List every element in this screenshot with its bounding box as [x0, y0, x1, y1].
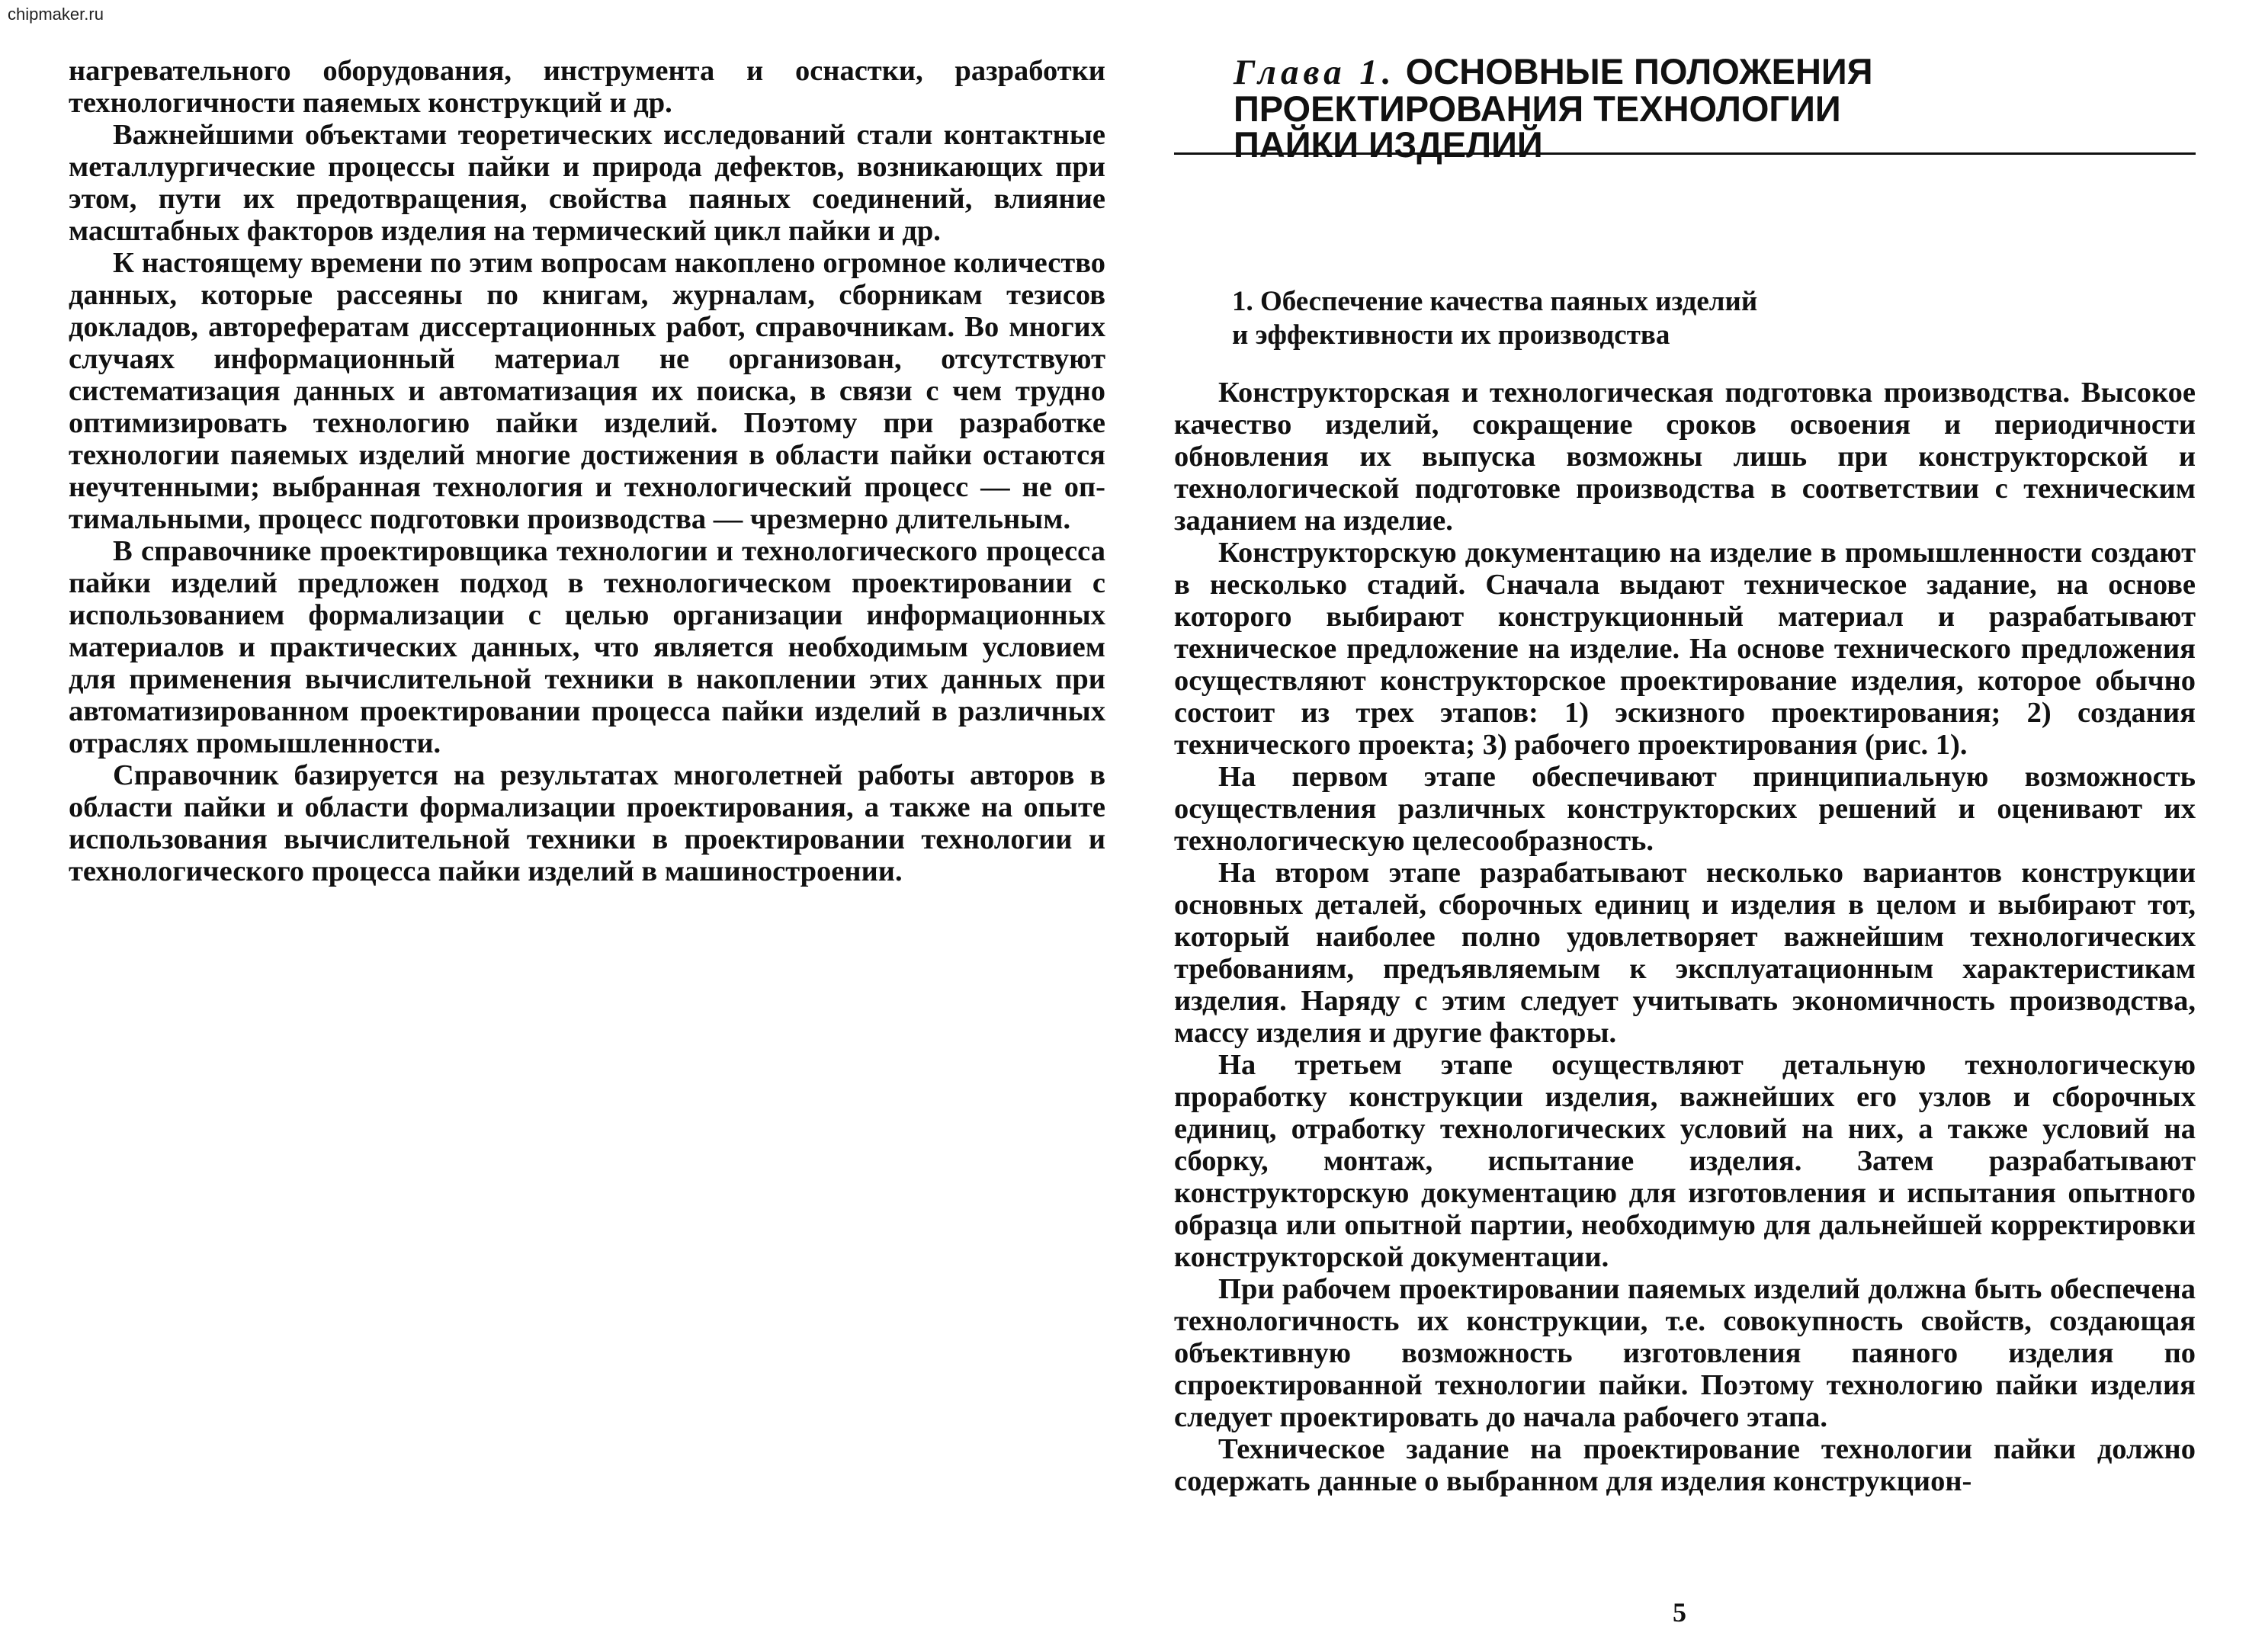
paragraph: На третьем этапе осуществляют детальную технологическую проработку конструкции изделия, важнейших его узлов и сборочных единиц, отработку технологических условий на них, а также условий на сборку, монтаж, испытание изделия. Затем разрабатывают конструкторскую документацию для изготовления и испытания опытного образца или опытной партии, необходимую для дальнейшей корректировки конструкторской документации. [1174, 1049, 2196, 1273]
paragraph: Справочник базируется на результатах многолетней работы авторов в области пайки и области формализации проектирования, а также на опыте использования вычислительной техники в проектировании технологии и технологического процесса пайки изделий в машиностроении. [69, 759, 1105, 887]
paragraph: К настоящему времени по этим вопросам накоплено огромное количество данных, которые рассеяны по книгам, журналам, сборникам тезисов докладов, авторефератам диссертационных работ, справочникам. Во многих случаях информационный материал не организован, отсутствуют систематизация данных и автоматизация их поиска, в связи с чем трудно оптимизировать технологию пайки изделий. Поэтому при разработке технологии паяемых изделий многие достижения в области пайки остаются неучтенными; выбранная технология и технологический процесс — не оптимальными, процесс подготовки производства — чрезмерно длительным. [69, 247, 1105, 535]
chapter-title-line: ПАЙКИ ИЗДЕЛИЙ [1234, 124, 1543, 165]
paragraph: В справочнике проектировщика технологии и технологического процесса пайки изделий предложен подход в технологическом проектировании с использованием формализации с целью организации информационных материалов и практических данных, что является необходимым условием для применения вычислительной техники в накоплении этих данных при автоматизированном проектировании процесса пайки изделий в различных отраслях промышленности. [69, 535, 1105, 759]
watermark: chipmaker.ru [8, 5, 104, 24]
paragraph-body: Высокое качество изделий, сокращение сроков освоения и периодичности обновления их выпуска возможны лишь при конструкторской и технологической подготовке производства в соответствии с техническим заданием на изделие. [1174, 377, 2196, 537]
right-page [1174, 0, 2211, 1652]
paragraph: Конструкторскую документацию на изделие в промышленности создают в несколько стадий. Сначала выдают техническое задание, на основе которого выбирают конструкционный материал и разрабатывают техническое предложение на изделие. На основе технического предложения осуществляют конструкторское проектирование изделия, которое обычно состоит из трех этапов: 1) эскизного проектирования; 2) создания технического проекта; 3) рабочего проектирования (рис. 1). [1174, 537, 2196, 761]
chapter-title-line: ОСНОВНЫЕ ПОЛОЖЕНИЯ [1405, 51, 1873, 91]
paragraph: Важнейшими объектами теоретических исследований стали контактные металлургические процессы пайки и природа дефектов, возникающих при этом, пути их предотвращения, свойства паяных соединений, влияние масштабных факторов изделия на термический цикл пайки и др. [69, 119, 1105, 247]
chapter-title-line: ПРОЕКТИРОВАНИЯ ТЕХНОЛОГИИ [1234, 88, 1841, 129]
paragraph [1174, 377, 2196, 537]
paragraph: Техническое задание на проектирование технологии пайки должно содержать данные о выбранном для изделия конструкцион- [1174, 1433, 2196, 1497]
chapter-prefix: Глава 1. [1234, 53, 1396, 92]
page-number: 5 [1673, 1597, 1686, 1628]
right-page-text [1174, 377, 2196, 1497]
left-page-text [69, 55, 1105, 887]
paragraph: На первом этапе обеспечивают принципиальную возможность осуществления различных конструкторских решений и оценивают их технологическую целесообразность. [1174, 761, 2196, 857]
chapter-divider [1174, 152, 2196, 155]
section-title [1232, 285, 2147, 352]
paragraph: На втором этапе разрабатывают несколько вариантов конструкции основных деталей, сборочных единиц и изделия в целом и выбирают тот, который наиболее полно удовлетворяет важнейшим технологических требованиям, предъявляемым к эксплуатационным характеристикам изделия. Наряду с этим следует учитывать экономичность производства, массу изделия и другие факторы. [1174, 857, 2196, 1049]
section-title-line: и эффективности их производства [1232, 319, 1670, 351]
chapter-title [1234, 51, 2225, 165]
paragraph: нагревательного оборудования, инструмента и оснастки, разработки технологичности паяемых конструкций и др. [69, 55, 1105, 119]
left-page [69, 0, 1105, 1652]
run-in-heading: Конструкторская и технологическая подготовка производства. [1218, 377, 2071, 409]
paragraph: При рабочем проектировании паяемых изделий должна быть обеспечена технологичность их конструкции, т.е. совокупность свойств, создающая объективную возможность изготовления паяного изделия по спроектированной технологии пайки. Поэтому технологию пайки изделия следует проектировать до начала рабочего этапа. [1174, 1273, 2196, 1433]
section-title-line: 1. Обеспечение качества паяных изделий [1232, 286, 1758, 317]
